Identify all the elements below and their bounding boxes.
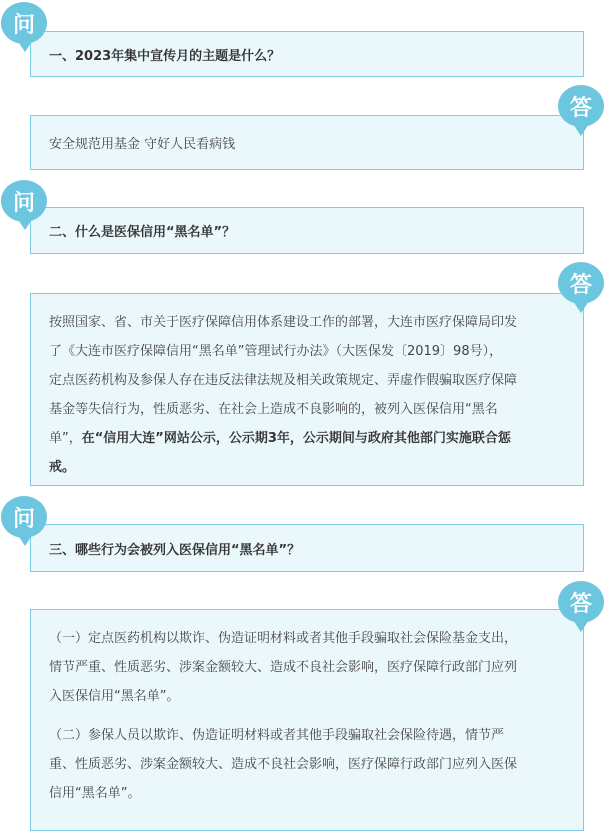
answer-2-bold-text: 在“信用大连”网站公示，公示期3年，公示期间与政府其他部门实施联合惩 bbox=[81, 431, 511, 446]
answer-badge-2: 答 bbox=[558, 262, 604, 304]
question-1-box bbox=[30, 31, 584, 77]
answer-3-line: 重、性质恶劣、涉案金额较大、造成不良社会影响，医疗保障行政部门应列入医保 bbox=[49, 757, 518, 772]
answer-1-box bbox=[30, 115, 584, 170]
answer-2-normal-text: 单”， bbox=[49, 431, 82, 446]
answer-2-line: 按照国家、省、市关于医疗保障信用体系建设工作的部署，大连市医疗保障局印发 bbox=[49, 315, 518, 330]
answer-badge-2-tail bbox=[573, 301, 589, 313]
question-1-title: 一、2023年集中宣传月的主题是什么？ bbox=[49, 48, 281, 64]
answer-2-box bbox=[30, 293, 584, 486]
answer-1-text: 安全规范用基金 守好人民看病钱 bbox=[49, 137, 236, 152]
answer-3-line: 情节严重、性质恶劣、涉案金额较大、造成不良社会影响，医疗保障行政部门应列 bbox=[49, 660, 518, 675]
answer-2-line bbox=[49, 424, 565, 453]
question-badge-3-tail bbox=[17, 534, 33, 546]
answer-3-line: 入医保信用“黑名单”。 bbox=[49, 689, 180, 704]
question-3-box bbox=[30, 524, 584, 572]
answer-2-line: 定点医药机构及参保人存在违反法律法规及相关政策规定、弄虚作假骗取医疗保障 bbox=[49, 373, 518, 388]
question-badge-3: 问 bbox=[1, 496, 47, 538]
answer-badge-1-tail bbox=[573, 124, 589, 136]
answer-3-box bbox=[30, 609, 584, 831]
answer-3-line: （一）定点医药机构以欺诈、伪造证明材料或者其他手段骗取社会保险基金支出， bbox=[49, 631, 518, 646]
question-badge-1-tail bbox=[17, 40, 33, 52]
answer-2-line: 基金等失信行为，性质恶劣、在社会上造成不良影响的，被列入医保信用“黑名 bbox=[49, 402, 498, 417]
question-3-title: 三、哪些行为会被列入医保信用“黑名单”？ bbox=[49, 542, 301, 558]
answer-badge-3: 答 bbox=[558, 581, 604, 623]
answer-badge-3-tail bbox=[573, 620, 589, 632]
answer-2-line: 了《大连市医疗保障信用“黑名单”管理试行办法》（大医保发〔2019〕98号）， bbox=[49, 344, 503, 359]
answer-3-line: （二）参保人员以欺诈、伪造证明材料或者其他手段骗取社会保险待遇，情节严 bbox=[49, 728, 505, 743]
answer-2-line bbox=[49, 453, 565, 482]
question-badge-2-tail bbox=[17, 218, 33, 230]
answer-3-line: 信用“黑名单”。 bbox=[49, 786, 141, 801]
paragraph-spacer bbox=[49, 711, 565, 721]
question-badge-2: 问 bbox=[1, 180, 47, 222]
answer-badge-1: 答 bbox=[558, 85, 604, 127]
question-2-box bbox=[30, 207, 584, 254]
question-2-title: 二、什么是医保信用“黑名单”？ bbox=[49, 225, 236, 240]
answer-2-bold-text: 戒。 bbox=[49, 460, 76, 475]
question-badge-1: 问 bbox=[1, 2, 47, 44]
